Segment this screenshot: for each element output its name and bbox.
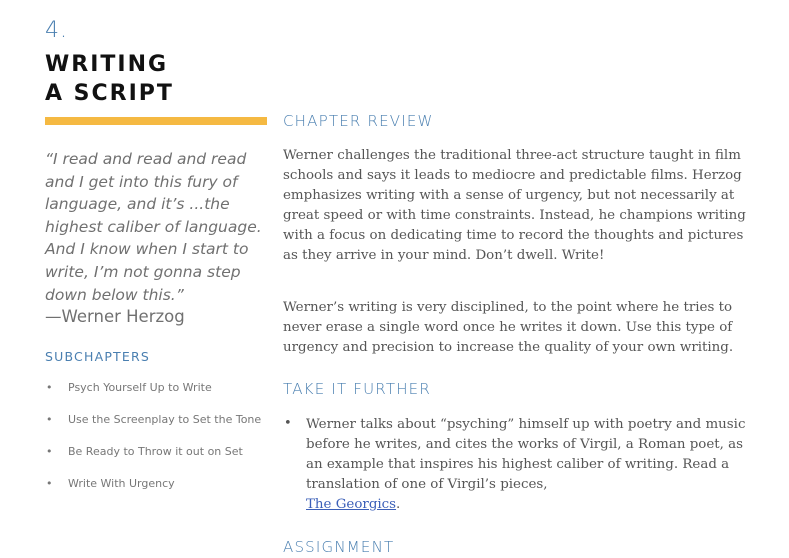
georgics-link[interactable]: The Georgics <box>306 497 397 512</box>
chapter-review-paragraph-1: Werner challenges the traditional three-act structure taught in film schools and says it leads to mediocre and predictable films. Herzog emphasizes writing with a sense of urgency, but not necessarily at great speed or with time constraints. Instead, he champions writing with a focus on dedicating time to record the thoughts and pictures as they arrive in your mind. Don’t dwell. Write! <box>283 148 746 263</box>
bullet-icon: • <box>46 445 53 458</box>
chapter-title-line-1: WRITING <box>45 52 169 77</box>
subchapter-item[interactable] <box>45 477 275 509</box>
pull-quote: “I read and read and read and I get into this fury of language, and it’s ...the highest caliber of language. And I know when I start to write, I’m not gonna step down below this.” <box>45 150 262 304</box>
subchapter-label: Psych Yourself Up to Write <box>68 381 212 394</box>
chapter-review-heading: CHAPTER REVIEW <box>283 112 434 130</box>
chapter-title <box>45 50 265 108</box>
subchapter-item[interactable] <box>45 381 275 413</box>
subchapters-heading: SUBCHAPTERS <box>45 349 151 364</box>
link-trailing-period: . <box>396 497 401 512</box>
subchapter-item[interactable] <box>45 413 275 445</box>
subchapter-label: Use the Screenplay to Set the Tone <box>68 413 262 426</box>
bullet-icon: • <box>284 416 292 431</box>
title-underline-bar <box>45 117 267 125</box>
take-it-further-item <box>306 415 746 515</box>
bullet-icon: • <box>46 413 53 426</box>
chapter-number: 4. <box>45 18 68 43</box>
bullet-icon: • <box>46 381 53 394</box>
take-it-further-heading: TAKE IT FURTHER <box>283 380 431 398</box>
take-it-further-text: Werner talks about “psyching” himself up with poetry and music before he writes, and cites the works of Virgil, a Roman poet, as an example that inspires his highest caliber of writing. Read a translation of one of Virgil’s pieces, <box>306 417 746 492</box>
subchapter-label: Be Ready to Throw it out on Set <box>68 445 243 458</box>
assignment-heading: ASSIGNMENT <box>283 538 395 556</box>
quote-author: —Werner Herzog <box>45 307 185 326</box>
subchapter-label: Write With Urgency <box>68 477 175 490</box>
chapter-title-line-2: A SCRIPT <box>45 81 174 106</box>
bullet-icon: • <box>46 477 53 490</box>
subchapters-list <box>45 381 275 509</box>
subchapter-item[interactable] <box>45 445 275 477</box>
chapter-review-paragraph-2: Werner’s writing is very disciplined, to the point where he tries to never erase a single word once he writes it down. Use this type of urgency and precision to increase the quality of your own writing. <box>283 300 734 355</box>
